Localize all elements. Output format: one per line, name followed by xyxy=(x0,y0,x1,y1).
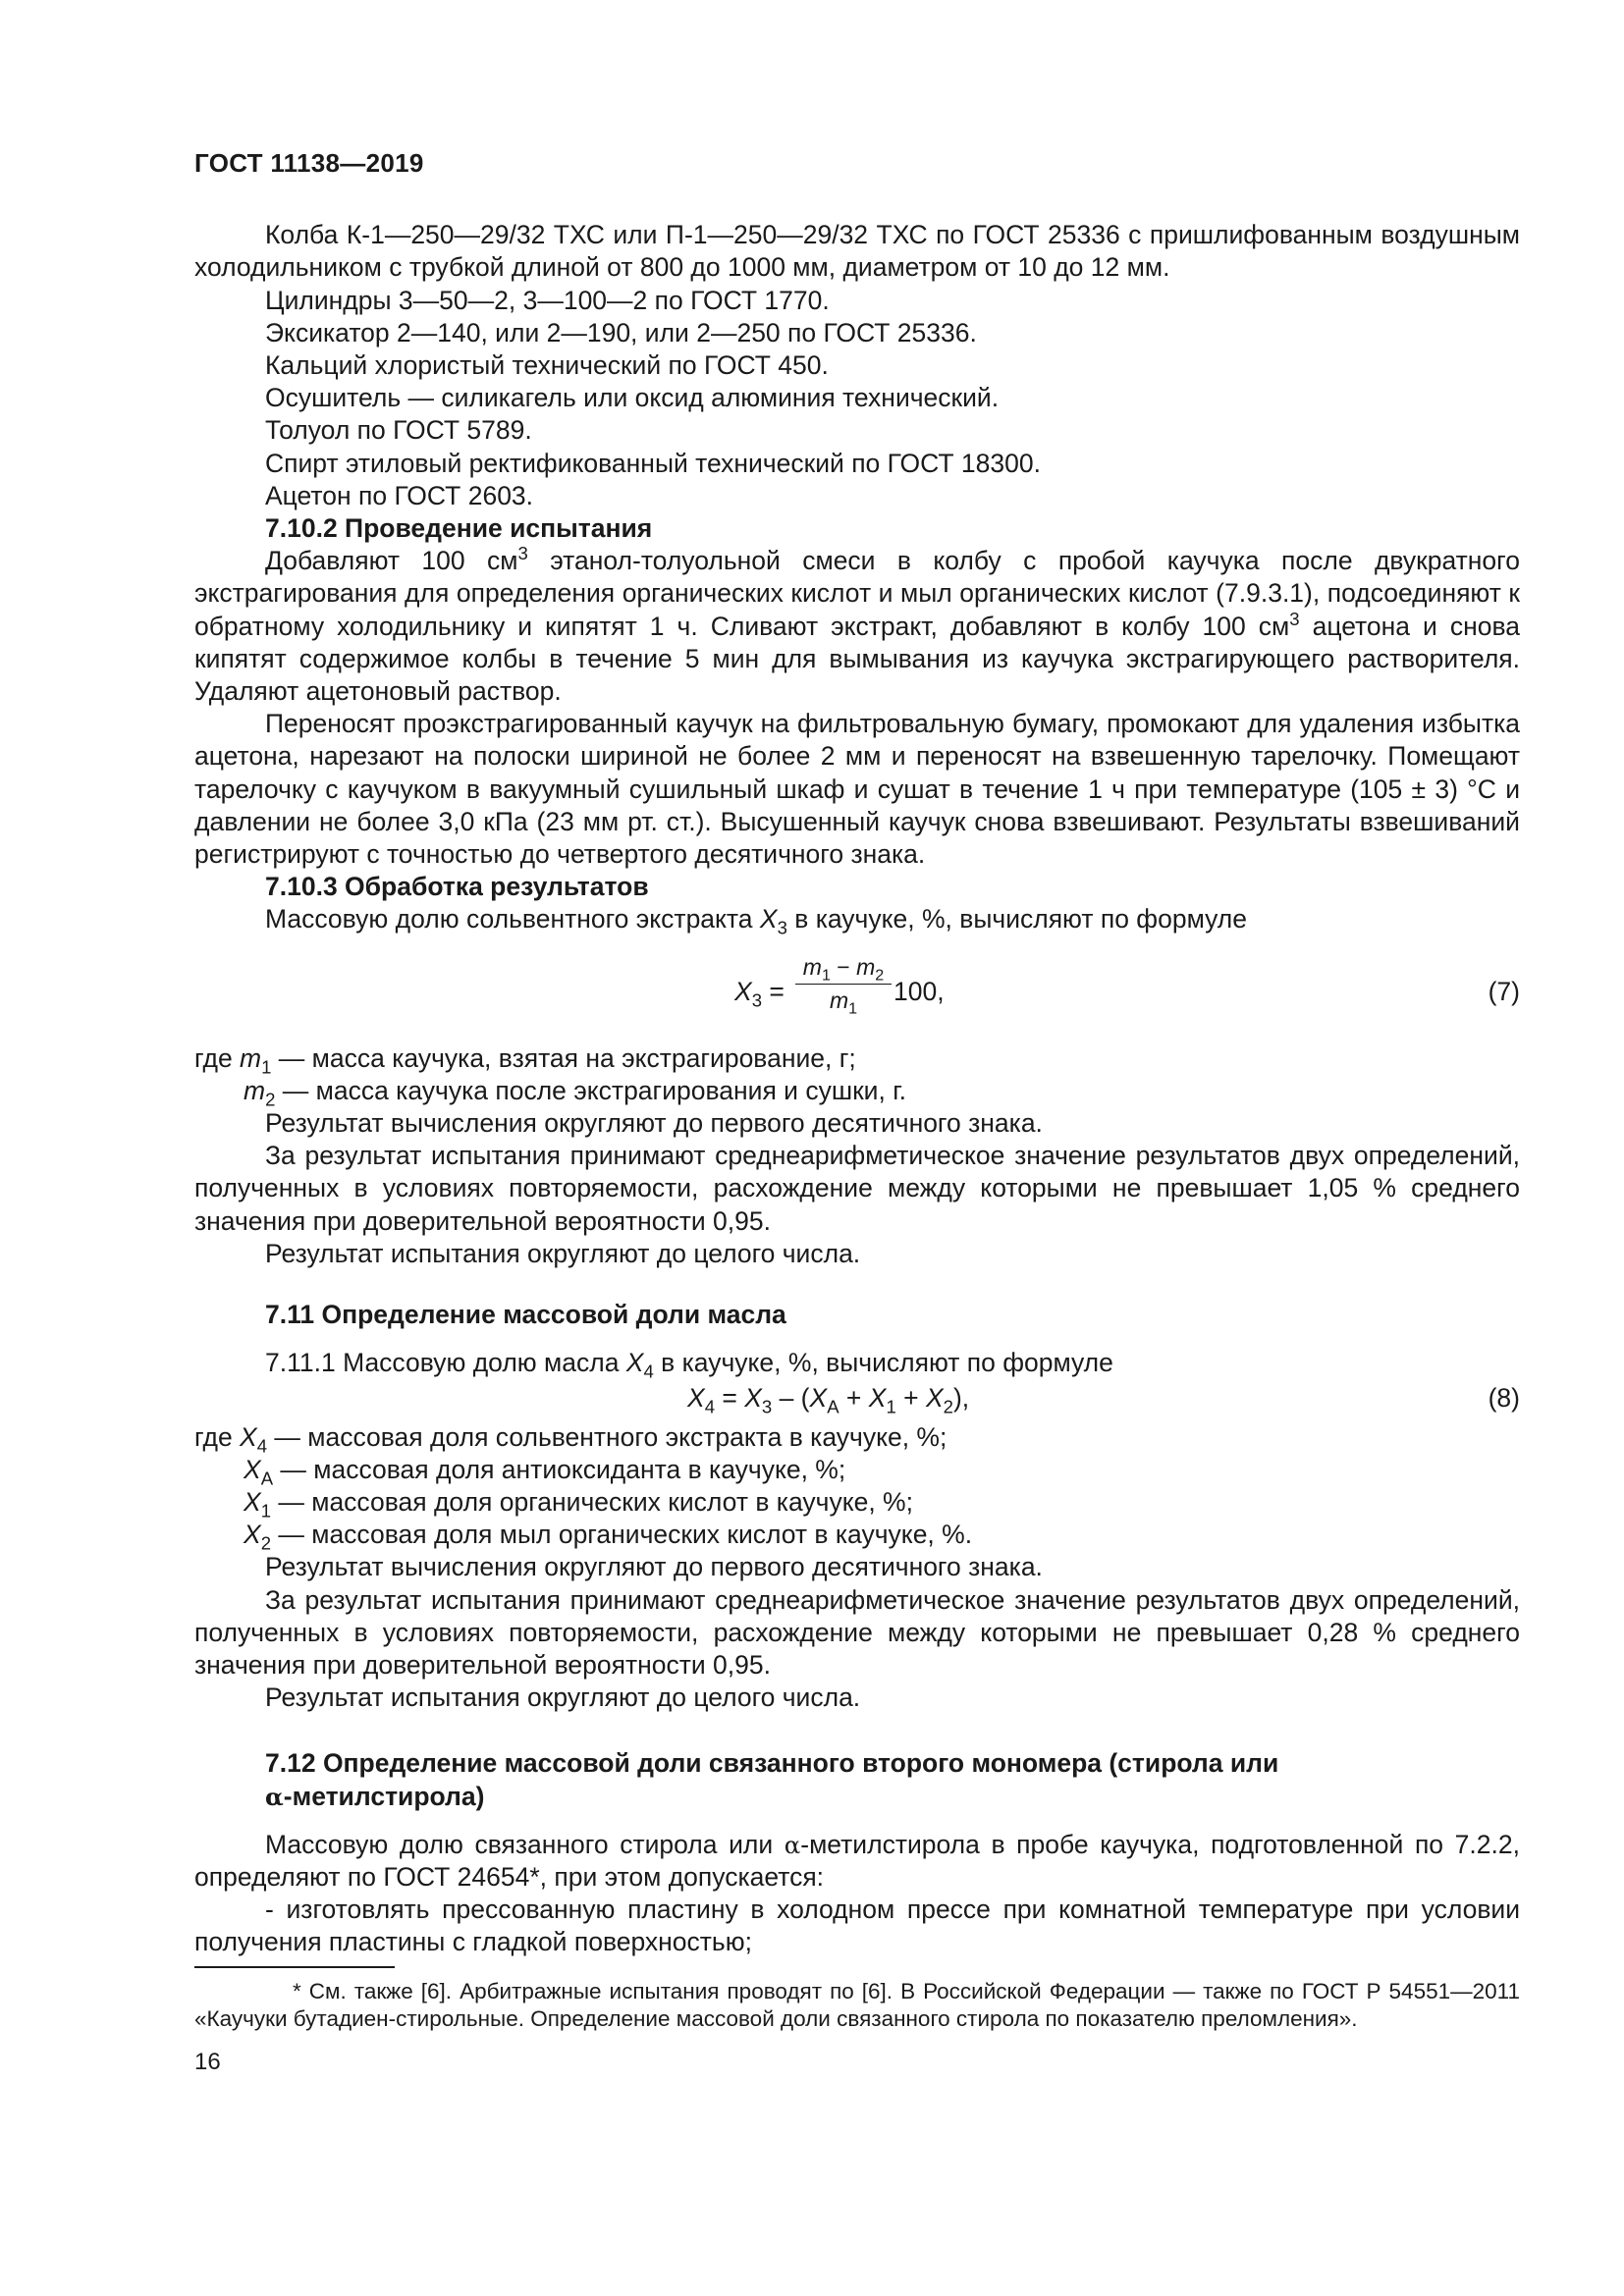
formula-7 xyxy=(194,950,1520,1035)
equipment-item: Кальций хлористый технический по ГОСТ 450. xyxy=(265,350,829,381)
formula-fraction xyxy=(795,952,892,1016)
fraction-numerator: $m_1 - m_2$ xyxy=(795,952,892,985)
equipment-item: Ацетон по ГОСТ 2603. xyxy=(265,480,534,510)
variable-definition: $X_А$ — массовая доля антиоксиданта в каучуке, %; xyxy=(244,1454,846,1488)
section-heading: 7.11 Определение массовой доли масла xyxy=(265,1300,786,1330)
variable-definition: где $X_4$ — массовая доля сольвентного экстракта в каучуке, %; xyxy=(194,1421,947,1456)
formula-expression: $X_4 = X_3 - (X_А + X_1 + X_2)$, xyxy=(687,1382,970,1416)
document-page xyxy=(194,147,1520,2078)
footnote-separator xyxy=(194,1966,395,1968)
variable-definition: где $m_1$ — масса каучука, взятая на экстрагирование, г; xyxy=(194,1042,856,1077)
paragraph: Результат испытания округляют до целого числа. xyxy=(265,1238,861,1268)
subsection-heading: 7.10.3 Обработка результатов xyxy=(265,872,649,902)
footnote: * См. также [6]. Арбитражные испытания проводят по [6]. В Российской Федерации — также по ГОСТ Р 54551—2011 «Каучуки бутадиен-стирольные. Определение массовой доли связанного стирола по показателю преломления». xyxy=(194,1978,1520,2032)
paragraph: За результат испытания принимают среднеарифметическое значение результатов двух определений, полученных в условиях повторяемости, расхождение между которыми не превышает 1,05 % среднего значения при доверительной вероятности 0,95. xyxy=(194,1141,1520,1236)
paragraph: Результат испытания округляют до целого числа. xyxy=(265,1682,861,1713)
paragraph: Массовую долю сольвентного экстракта $X_3$ в каучуке, %, вычисляют по формуле xyxy=(265,904,1247,938)
equipment-item: Осушитель — силикагель или оксид алюминия технический. xyxy=(265,383,1000,413)
variable-definition: $X_2$ — массовая доля мыл органических кислот в каучуке, %. xyxy=(244,1520,973,1554)
paragraph: Результат вычисления округляют до первого десятичного знака. xyxy=(265,1108,1043,1139)
equipment-item: Колба К-1—250—29/32 ТХС или П-1—250—29/32 ТХС по ГОСТ 25336 с пришлифованным воздушным холодильником с трубкой длиной от 800 до 1000 мм, диаметром от 10 до 12 мм. xyxy=(194,220,1520,283)
paragraph: - изготовлять прессованную пластину в холодном прессе при комнатной температуре при условии получения пластины с гладкой поверхностью; xyxy=(194,1895,1520,1957)
equipment-item: Толуол по ГОСТ 5789. xyxy=(265,415,532,446)
paragraph: Массовую долю связанного стирола или α-метилстирола в пробе каучука, подготовленной по 7.2.2, определяют по ГОСТ 24654*, при этом допускается: xyxy=(194,1829,1520,1892)
paragraph: Результат вычисления округляют до первого десятичного знака. xyxy=(265,1552,1043,1582)
variable-definition: $m_2$ — масса каучука после экстрагирования и сушки, г. xyxy=(244,1075,907,1110)
section-heading: 7.12 Определение массовой доли связанного второго мономера (стирола или α-метилстирола) xyxy=(265,1748,1279,1811)
formula-factor: 100, xyxy=(893,976,945,1006)
formula-lhs: $X_3$ = xyxy=(734,976,785,1010)
formula-8 xyxy=(194,1382,1520,1421)
fraction-denominator: $m_1$ xyxy=(829,987,858,1018)
paragraph: За результат испытания принимают среднеарифметическое значение результатов двух определений, полученных в условиях повторяемости, расхождение между которыми не превышает 0,28 % среднего значения при доверительной вероятности 0,95. xyxy=(194,1584,1520,1680)
paragraph: Переносят проэкстрагированный каучук на фильтровальную бумагу, промокают для удаления избытка ацетона, нарезают на полоски шириной не более 2 мм и переносят на взвешенную тарелочку. Помещают тарелочку с каучуком в вакуумный сушильный шкаф и сушат в течение 1 ч при температуре (105 ± 3) °С и давлении не более 3,0 кПа (23 мм рт. ст.). Высушенный каучук снова взвешивают. Результаты взвешиваний регистрируют с точностью до четвертого десятичного знака. xyxy=(194,709,1520,870)
variable-definition: $X_1$ — массовая доля органических кислот в каучуке, %; xyxy=(244,1486,913,1522)
page-number: 16 xyxy=(194,2048,221,2075)
equipment-item: Эксикатор 2—140, или 2—190, или 2—250 по ГОСТ 25336. xyxy=(265,317,977,347)
document-header: ГОСТ 11138—2019 xyxy=(194,148,424,178)
equipment-item: Цилиндры 3—50—2, 3—100—2 по ГОСТ 1770. xyxy=(265,285,830,315)
paragraph: Добавляют 100 $см^3$ этанол-толуольной смеси в колбу с пробой каучука после двукратного экстрагирования для определения органических кислот и мыл органических кислот (7.9.3.1), подсоединяют к обратному холодильнику и кипятят 1 ч. Сливают экстракт, добавляют в колбу 100 $см^3$ ацетона и снова кипятят содержимое колбы в течение 5 мин для вымывания из каучука экстрагирующего растворителя. Удаляют ацетоновый раствор. xyxy=(194,543,1520,707)
subsection-heading: 7.10.2 Проведение испытания xyxy=(265,513,653,544)
formula-number: (7) xyxy=(1488,976,1520,1006)
equipment-item: Спирт этиловый ректификованный технический по ГОСТ 18300. xyxy=(265,448,1041,478)
paragraph: 7.11.1 Массовую долю масла $X_4$ в каучуке, %, вычисляют по формуле xyxy=(265,1348,1113,1382)
formula-number: (8) xyxy=(1488,1382,1520,1413)
